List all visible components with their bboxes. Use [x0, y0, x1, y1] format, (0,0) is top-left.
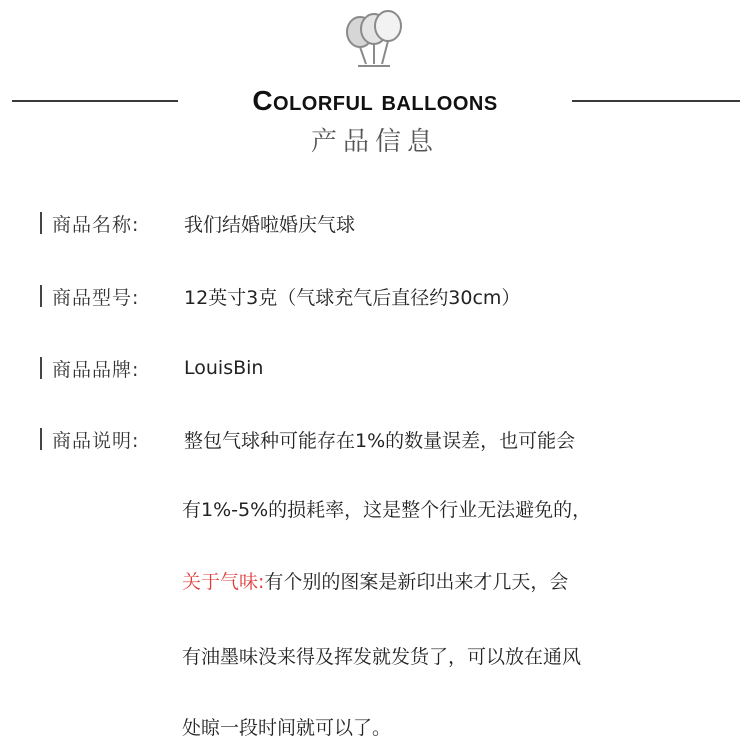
spec-row-model [40, 281, 520, 311]
row-marker [40, 428, 42, 450]
page-subtitle: 产品信息 [310, 127, 439, 157]
odor-text: 有个别的图案是新印出来才几天，会 [264, 571, 569, 593]
odor-label: 关于气味: [182, 571, 265, 593]
title-rule-left [12, 100, 178, 102]
spec-row-name [40, 208, 355, 238]
description-line-odor [182, 567, 568, 597]
description-line: 有油墨味没来得及挥发就发货了，可以放在通风 [182, 646, 582, 668]
spec-value: LouisBin [184, 357, 264, 379]
spec-value: 整包气球种可能存在1%的数量误差，也可能会 [184, 429, 576, 452]
title-rule-right [572, 100, 740, 102]
spec-label: 商品型号: [52, 286, 140, 309]
row-marker [40, 285, 42, 307]
balloons-icon [340, 8, 410, 72]
row-marker [40, 212, 42, 234]
spec-label: 商品说明: [52, 429, 140, 452]
spec-row-brand [40, 353, 263, 383]
page-title: Colorful balloons [252, 85, 498, 116]
row-marker [40, 357, 42, 379]
description-line: 有1%-5%的损耗率，这是整个行业无法避免的， [182, 499, 592, 521]
spec-row-description [40, 424, 575, 454]
spec-value: 我们结婚啦婚庆气球 [184, 213, 356, 236]
description-line: 处晾一段时间就可以了。 [182, 717, 392, 739]
spec-label: 商品品牌: [52, 358, 140, 381]
header [0, 78, 750, 126]
spec-label: 商品名称: [52, 213, 140, 236]
spec-value: 12英寸3克（气球充气后直径约30cm） [184, 286, 521, 309]
